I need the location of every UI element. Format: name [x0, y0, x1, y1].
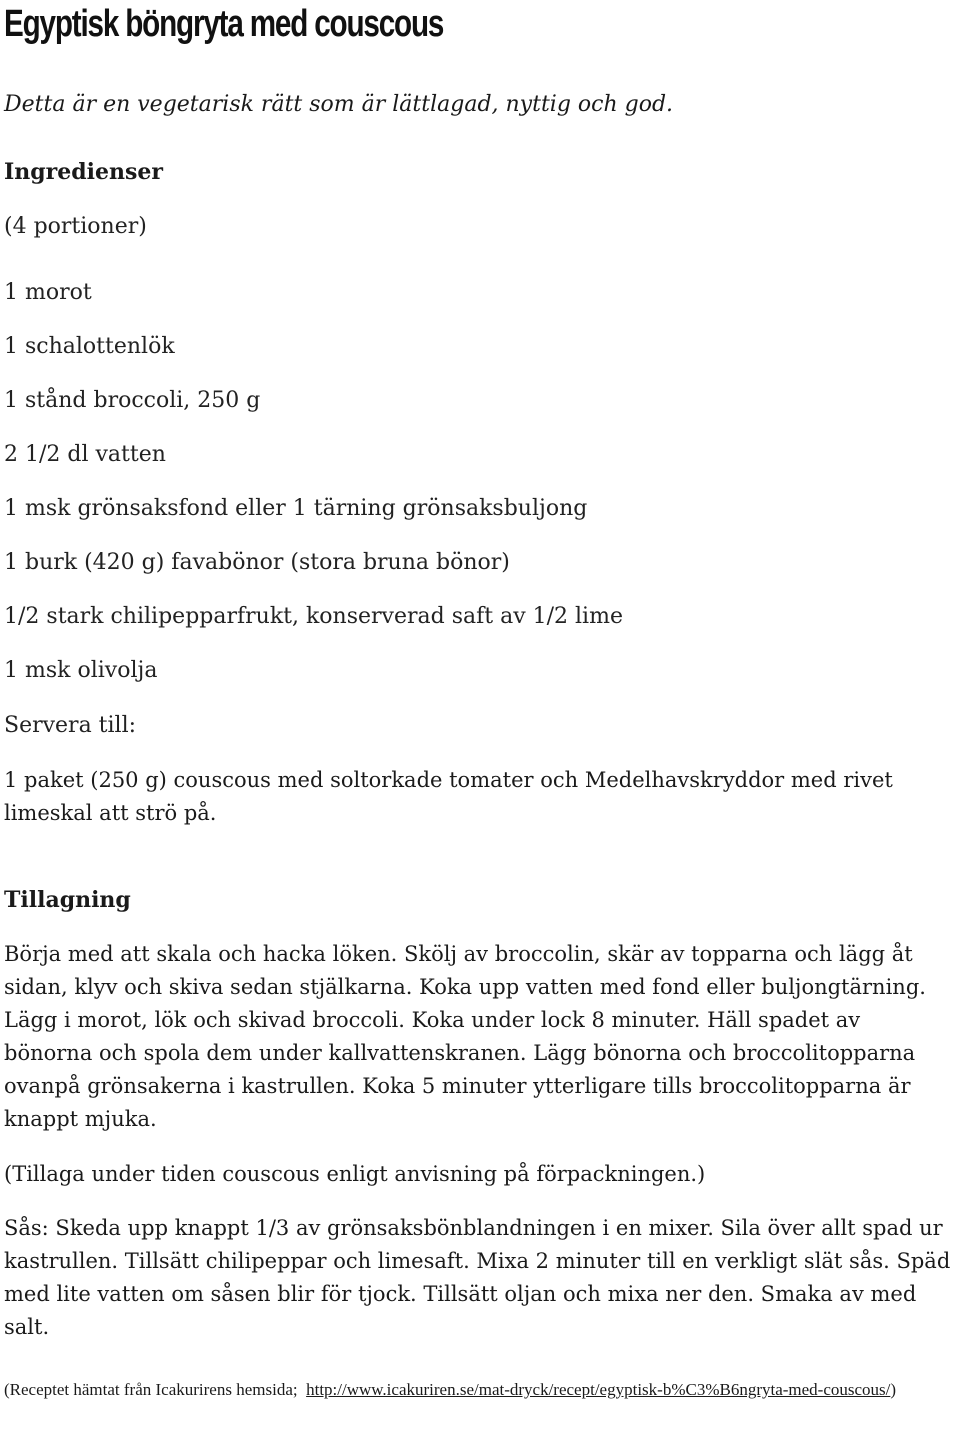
ingredient-item: 2 1/2 dl vatten	[4, 442, 166, 467]
page-title: Egyptisk böngryta med couscous	[4, 3, 444, 45]
ingredient-item: 1 stånd broccoli, 250 g	[4, 388, 261, 413]
ingredient-item: 1 burk (420 g) favabönor (stora bruna bönor)	[4, 550, 510, 575]
serve-text: 1 paket (250 g) couscous med soltorkade tomater och Medelhavskryddor med rivet limeskal att strö på.	[4, 768, 893, 825]
preparation-note: (Tillaga under tiden couscous enligt anvisning på förpackningen.)	[4, 1162, 706, 1186]
ingredient-item: 1 msk grönsaksfond eller 1 tärning grönsaksbuljong	[4, 496, 588, 521]
preparation-heading: Tillagning	[4, 887, 131, 913]
preparation-paragraph: Börja med att skala och hacka löken. Skölj av broccolin, skär av topparna och lägg åt sidan, klyv och skiva sedan stjälkarna. Koka upp vatten med fond eller buljongtärning. Lägg i morot, lök och skivad broccoli. Koka under lock 8 minuter. Häll spadet av bönorna och spola dem under kallvattenskranen. Lägg bönorna och broccolitopparna ovanpå grönsakerna i kastrullen. Koka 5 minuter ytterligare tills broccolitopparna är knappt mjuka.	[4, 942, 926, 1131]
ingredient-item: 1 schalottenlök	[4, 334, 175, 359]
credit-prefix: (Receptet hämtat från Icakurirens hemsida;	[4, 1380, 298, 1399]
portions-text: (4 portioner)	[4, 214, 147, 239]
ingredient-item: 1 msk olivolja	[4, 658, 158, 683]
intro-text: Detta är en vegetarisk rätt som är lättlagad, nyttig och god.	[4, 92, 674, 117]
sauce-paragraph: Sås: Skeda upp knappt 1/3 av grönsaksbönblandningen i en mixer. Sila över allt spad ur kastrullen. Tillsätt chilipeppar och limesaft. Mixa 2 minuter till en verkligt slät sås. Späd med lite vatten om såsen blir för tjock. Tillsätt oljan och mixa ner den. Smaka av med salt.	[4, 1216, 951, 1339]
ingredient-item: 1 morot	[4, 280, 92, 305]
ingredients-heading: Ingredienser	[4, 159, 163, 185]
credit-line	[4, 1377, 944, 1403]
ingredient-item: 1/2 stark chilipepparfrukt, konserverad saft av 1/2 lime	[4, 604, 623, 629]
serve-label: Servera till:	[4, 713, 137, 738]
source-link[interactable]: http://www.icakuriren.se/mat-dryck/recept/egyptisk-b%C3%B6ngryta-med-couscous/	[306, 1380, 891, 1399]
credit-suffix: )	[890, 1380, 897, 1399]
